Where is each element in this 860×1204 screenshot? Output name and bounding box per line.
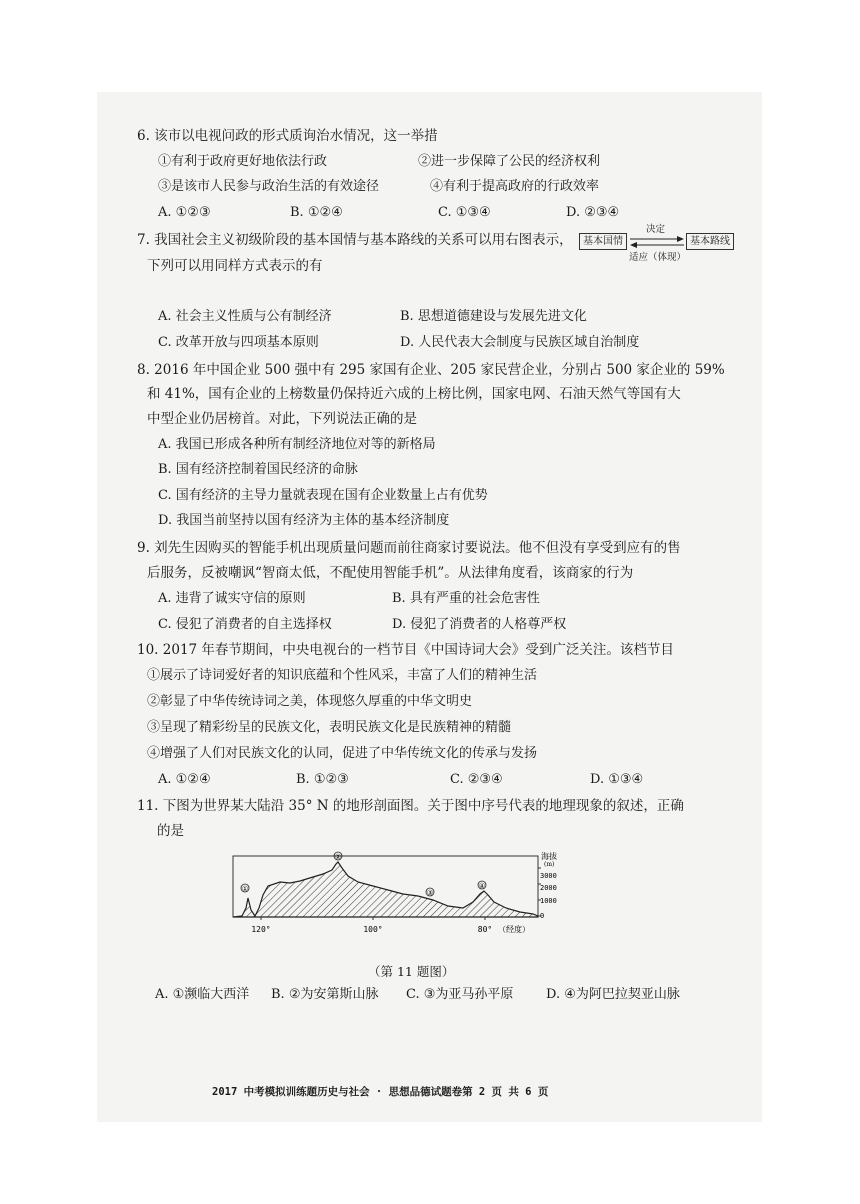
- q11-stem-line-2: 的是: [157, 823, 184, 839]
- q6-option-d: D. ②③④: [566, 205, 620, 220]
- q7-option-c: C. 改革开放与四项基本原则: [158, 335, 319, 350]
- q7-option-a: A. 社会主义性质与公有制经济: [158, 309, 332, 324]
- longitude-tick-80: 80°: [477, 925, 493, 934]
- q9-option-c: C. 侵犯了消费者的自主选择权: [158, 617, 332, 632]
- elevation-tick-0: 0: [540, 912, 545, 920]
- q11-option-c: C. ③为亚马孙平原: [406, 987, 514, 1002]
- q6-option-b: B. ①②④: [290, 205, 343, 220]
- elevation-tick-2000: 2000: [540, 884, 557, 892]
- q6-statement-3: ③是该市人民参与政治生活的有效途径: [158, 179, 380, 194]
- q6-statement-1: ①有利于政府更好地依法行政: [158, 154, 328, 169]
- q7-diagram-top-label: 决定: [646, 224, 666, 235]
- q10-option-a: A. ①②④: [158, 772, 211, 787]
- marker-2: ②: [334, 853, 342, 861]
- q10-option-c: C. ②③④: [450, 772, 503, 787]
- q8-stem-line-3: 中型企业仍居榜首。对此，下列说法正确的是: [147, 411, 417, 427]
- q11-stem-line-1: 11. 下图为世界某大陆沿 35° N 的地形剖面图。关于图中序号代表的地理现象的叙述，正确: [137, 798, 684, 814]
- q7-diagram-left-box: 基本国情: [579, 233, 627, 250]
- q9-option-d: D. 侵犯了消费者的人格尊严权: [392, 617, 567, 632]
- q10-statement-3: ③呈现了精彩纷呈的民族文化，表明民族文化是民族精神的精髓: [147, 720, 512, 735]
- q7-stem-line-1: 7. 我国社会主义初级阶段的基本国情与基本路线的关系可以用右图表示，: [137, 232, 573, 248]
- q9-stem-line-1: 9. 刘先生因购买的智能手机出现质量问题而前往商家讨要说法。他不但没有享受到应有的售: [137, 540, 681, 556]
- q8-stem-line-2: 和 41%，国有企业的上榜数量仍保持近六成的上榜比例，国家电网、石油天然气等国有大: [147, 386, 681, 402]
- longitude-tick-100: 100°: [363, 925, 383, 934]
- q8-option-b: B. 国有经济控制着国民经济的命脉: [158, 462, 358, 477]
- q7-diagram-arrows: [628, 234, 686, 250]
- q11-option-a: A. ①濒临大西洋: [155, 987, 250, 1002]
- q6-statement-4: ④有利于提高政府的行政效率: [430, 179, 600, 194]
- q6-option-c: C. ①③④: [438, 205, 491, 220]
- q10-option-b: B. ①②③: [296, 772, 349, 787]
- q8-option-c: C. 国有经济的主导力量就表现在国有企业数量上占有优势: [158, 488, 488, 503]
- q9-stem-line-2: 后服务，反被嘲讽“智商太低，不配使用智能手机”。从法律角度看，该商家的行为: [147, 565, 634, 581]
- figure-caption: （第 11 题图）: [368, 964, 455, 979]
- q10-option-d: D. ①③④: [590, 772, 644, 787]
- q7-diagram-right-box: 基本路线: [686, 233, 734, 250]
- marker-1: ①: [241, 885, 249, 893]
- q10-statement-4: ④增强了人们对民族文化的认同，促进了中华传统文化的传承与发扬: [147, 746, 538, 761]
- q10-statement-1: ①展示了诗词爱好者的知识底蕴和个性风采，丰富了人们的精神生活: [147, 668, 538, 683]
- q6-statement-2: ②进一步保障了公民的经济权利: [418, 154, 601, 169]
- page-footer: 2017 中考模拟训练题历史与社会 · 思想品德试题卷第 2 页 共 6 页: [212, 1086, 549, 1098]
- marker-4: ④: [478, 882, 486, 890]
- q7-diagram-bottom-label: 适应（体现）: [629, 252, 687, 263]
- q10-statement-2: ②彰显了中华传统诗词之美，体现悠久厚重的中华文明史: [147, 694, 473, 709]
- q7-option-d: D. 人民代表大会制度与民族区域自治制度: [400, 335, 640, 350]
- q6-option-a: A. ①②③: [158, 205, 211, 220]
- terrain-profile: [233, 862, 538, 917]
- q8-option-a: A. 我国已形成各种所有制经济地位对等的新格局: [158, 437, 436, 452]
- longitude-tick-120: 120°: [251, 925, 271, 934]
- q8-option-d: D. 我国当前坚持以国有经济为主体的基本经济制度: [158, 513, 450, 528]
- longitude-unit: （经度）: [498, 925, 530, 934]
- q8-stem-line-1: 8. 2016 年中国企业 500 强中有 295 家国有企业、205 家民营企业，分别占 500 家企业的 59%: [137, 362, 725, 378]
- q7-option-b: B. 思想道德建设与发展先进文化: [400, 309, 587, 324]
- q10-stem: 10. 2017 年春节期间，中央电视台的一档节目《中国诗词大会》受到广泛关注。该档节目: [137, 642, 674, 658]
- q9-option-a: A. 违背了诚实守信的原则: [158, 591, 306, 606]
- elevation-tick-1000: 1000: [540, 897, 557, 905]
- q7-stem-line-2: 下列可以用同样方式表示的有: [147, 258, 323, 274]
- elevation-tick-3000: 3000: [540, 872, 557, 880]
- q9-option-b: B. 具有严重的社会危害性: [392, 591, 540, 606]
- elevation-unit: (m): [544, 861, 555, 868]
- q11-option-b: B. ②为安第斯山脉: [271, 987, 379, 1002]
- terrain-profile-figure: [228, 850, 564, 938]
- elevation-title: 海拔: [541, 852, 557, 861]
- q11-option-d: D. ④为阿巴拉契亚山脉: [546, 987, 680, 1002]
- marker-3: ③: [426, 889, 434, 897]
- q6-stem: 6. 该市以电视问政的形式质询治水情况，这一举措: [137, 128, 438, 144]
